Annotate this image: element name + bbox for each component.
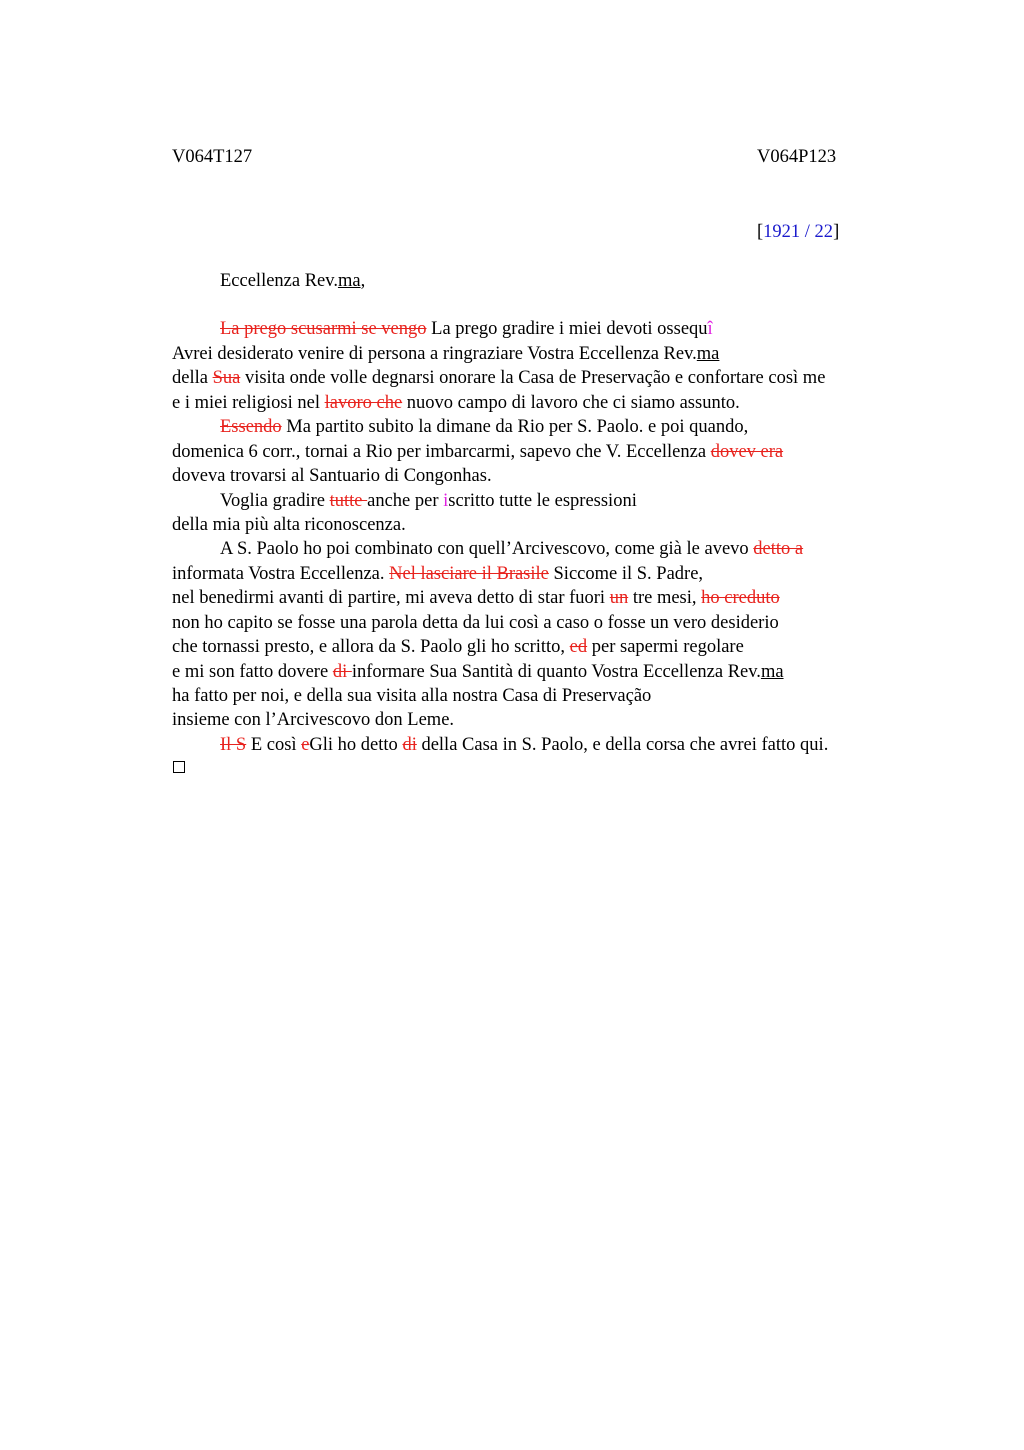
text-segment: che tornassi presto, e allora da S. Paolo gli ho scritto, — [172, 637, 570, 657]
date-bracket-close: ] — [833, 222, 840, 242]
text-segment: della — [172, 368, 213, 388]
deleted-text: un — [609, 588, 629, 608]
text-line — [220, 491, 637, 512]
text-segment: Ma partito subito la dimane da Rio per S. Paolo. e poi quando, — [281, 417, 749, 437]
text-line — [172, 588, 780, 609]
text-segment: ha fatto per noi, e della sua visita alla nostra Casa di Preservação — [172, 686, 652, 706]
deleted-text: dovev era — [710, 442, 784, 462]
deleted-text: tutte — [329, 491, 368, 511]
deleted-text: La prego scusarmi se vengo — [220, 319, 427, 339]
salutation-text: Eccellenza Rev. — [220, 271, 338, 291]
text-segment: Voglia gradire — [220, 491, 330, 511]
deleted-text: di — [332, 662, 352, 682]
deleted-text: Il S — [220, 735, 247, 755]
text-segment: Gli ho detto — [309, 735, 403, 755]
deleted-text: lavoro che — [324, 393, 403, 413]
date-bracket-open: [ — [757, 222, 764, 242]
text-line — [220, 735, 828, 756]
underlined-text: ma — [696, 344, 720, 364]
text-line — [172, 637, 744, 658]
text-line — [172, 710, 454, 731]
deleted-text: di — [402, 735, 417, 755]
text-line — [220, 417, 748, 438]
doc-code-right: V064P123 — [757, 147, 837, 167]
text-segment: della Casa in S. Paolo, e della corsa che avrei fatto qui. — [416, 735, 829, 755]
deleted-text: detto a — [753, 539, 804, 559]
letter-date — [757, 222, 839, 243]
text-segment: La prego gradire i miei devoti ossequ — [426, 319, 708, 339]
inserted-text: i — [443, 491, 449, 511]
deleted-text: Essendo — [220, 417, 282, 437]
text-segment: informare Sua Santità di quanto Vostra Eccellenza Rev. — [351, 662, 761, 682]
text-segment: scritto tutte le espressioni — [448, 491, 637, 511]
text-line — [172, 442, 783, 463]
text-line — [172, 466, 492, 487]
text-segment: Avrei desiderato venire di persona a ringraziare Vostra Eccellenza Rev. — [172, 344, 697, 364]
deleted-text: ed — [569, 637, 588, 657]
text-segment: e mi son fatto dovere — [172, 662, 333, 682]
text-line — [172, 368, 825, 389]
text-segment: domenica 6 corr., tornai a Rio per imbarcarmi, sapevo che V. Eccellenza — [172, 442, 711, 462]
text-line — [220, 319, 713, 340]
text-segment: tre mesi, — [628, 588, 702, 608]
text-segment: informata Vostra Eccellenza. — [172, 564, 390, 584]
text-segment: visita onde volle degnarsi onorare la Casa de Preservação e confortare così me — [240, 368, 826, 388]
text-segment: A S. Paolo ho poi combinato con quell’Arcivescovo, come già le avevo — [220, 539, 754, 559]
text-line — [172, 344, 719, 365]
text-segment: non ho capito se fosse una parola detta da lui così a caso o fosse un vero desiderio — [172, 613, 779, 633]
text-segment: doveva trovarsi al Santuario di Congonhas. — [172, 466, 492, 486]
text-line — [172, 515, 406, 536]
text-segment: e i miei religiosi nel — [172, 393, 325, 413]
deleted-text: Nel lasciare il Brasile — [389, 564, 549, 584]
salutation-abbrev: ma — [337, 271, 361, 291]
text-segment: Siccome il S. Padre, — [548, 564, 704, 584]
text-line — [172, 613, 779, 634]
date-value: 1921 / 22 — [763, 222, 834, 242]
text-line — [172, 686, 651, 707]
text-line — [172, 564, 703, 585]
salutation — [220, 271, 365, 292]
text-segment: nuovo campo di lavoro che ci siamo assunto. — [402, 393, 740, 413]
text-segment: nel benedirmi avanti di partire, mi aveva detto di star fuori — [172, 588, 610, 608]
text-segment: per sapermi regolare — [587, 637, 744, 657]
doc-code-left: V064T127 — [172, 147, 253, 167]
text-line — [220, 539, 803, 560]
inserted-text: î — [707, 319, 713, 339]
text-line — [172, 393, 740, 414]
text-segment: anche per — [367, 491, 444, 511]
underlined-text: ma — [760, 662, 784, 682]
text-segment: della mia più alta riconoscenza. — [172, 515, 406, 535]
text-segment: E così — [246, 735, 302, 755]
deleted-text: ho creduto — [701, 588, 780, 608]
end-box-icon — [173, 761, 185, 773]
salutation-trail: , — [360, 271, 366, 291]
deleted-text: e — [301, 735, 310, 755]
text-line — [172, 662, 784, 683]
text-segment: insieme con l’Arcivescovo don Leme. — [172, 710, 455, 730]
deleted-text: Sua — [212, 368, 241, 388]
